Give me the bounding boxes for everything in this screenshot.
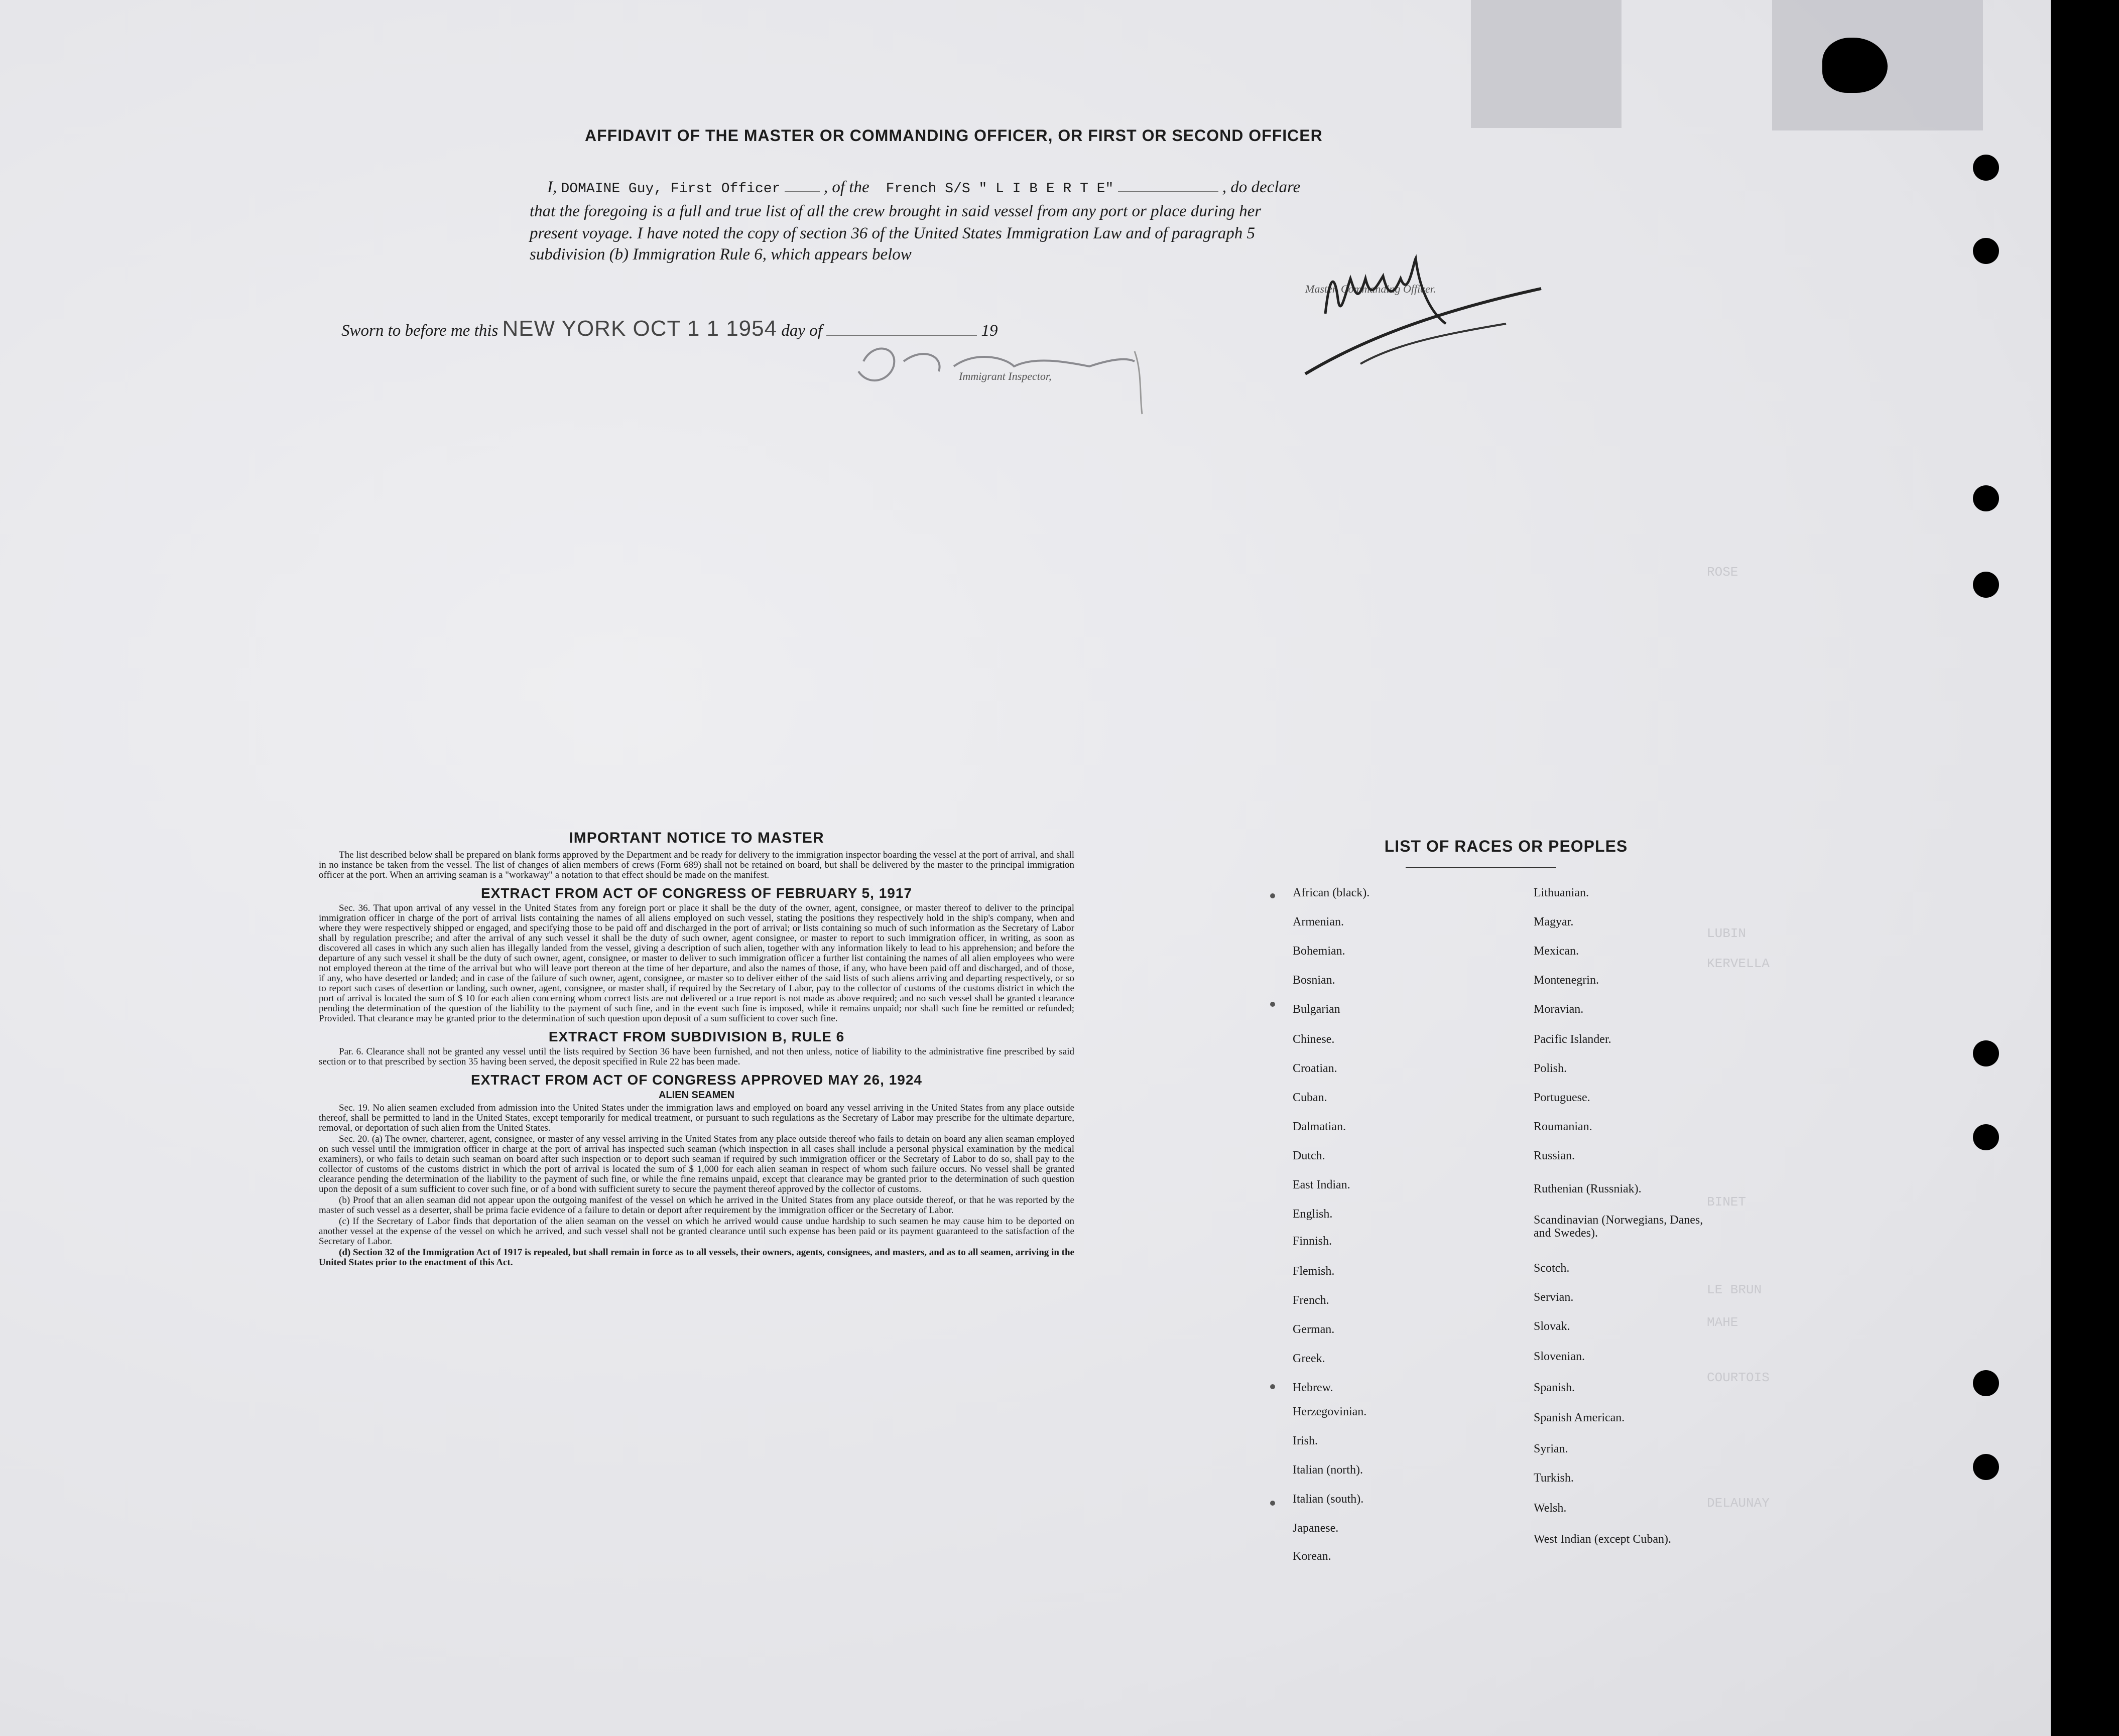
affidavit-line-3: present voyage. I have noted the copy of section 36 of the United States Immigration Law and of paragraph 5 — [530, 224, 1256, 242]
race-item: Bulgarian — [1293, 1003, 1340, 1016]
race-item: Russian. — [1534, 1149, 1575, 1162]
race-item: Scandinavian (Norwegians, Danes, and Swedes). — [1534, 1214, 1703, 1240]
race-item: Dalmatian. — [1293, 1120, 1346, 1133]
officer-name: DOMAINE Guy, First Officer — [561, 181, 781, 197]
bleed-through-text: ROSE — [1707, 565, 1738, 580]
race-item: Bosnian. — [1293, 974, 1335, 987]
race-item: Moravian. — [1534, 1003, 1584, 1016]
race-item: Hebrew. — [1293, 1381, 1333, 1394]
margin-dot — [1270, 1384, 1275, 1389]
date-stamp: NEW YORK OCT 1 1 1954 — [502, 316, 778, 341]
punch-hole — [1973, 572, 1999, 598]
inspector-caption: Immigrant Inspector, — [959, 370, 1052, 382]
ink-blot — [1822, 38, 1888, 93]
race-item: Korean. — [1293, 1550, 1331, 1563]
race-item: West Indian (except Cuban). — [1534, 1533, 1671, 1546]
race-item: English. — [1293, 1208, 1333, 1221]
race-item: Chinese. — [1293, 1033, 1335, 1046]
day-of-label: day of — [781, 322, 822, 340]
bleed-through-text: KERVELLA — [1707, 956, 1770, 971]
race-item: Finnish. — [1293, 1235, 1332, 1248]
race-item: Scotch. — [1534, 1262, 1570, 1275]
extract-rule6-body: Par. 6. Clearance shall not be granted any vessel until the lists required by Section 36 have been furnished, and not then unless, notice of liability to the administrative fine prescribed by said section or to that prescribed by section 35 having been served, the deposit specified in Rule 22 has been made. — [319, 1046, 1074, 1067]
of-the-label: , of the — [823, 178, 869, 196]
sec-20a-text: Sec. 20. (a) The owner, charterer, agent, consignee, or master of any vessel arriving in the United States from any place outside thereof who fails to detain on board any alien seaman employed on such vessel until the immigration officer in charge at the port of arrival has inspected such seaman (which inspection in all cases shall include a personal physical examination by the medical examiners), or who fails to detain such seaman on board after such inspection or to deport such seaman if required by such immigration officer or the Secretary of Labor to do so, shall pay to the collector of customs of the customs district in which the port of arrival is located the sum of $ 1,000 for each alien seaman in respect of whom such failure occurs. No vessel shall be granted clearance pending the determination of the liability to the payment of such fine, or while the fine remains unpaid, except that clearance may be granted prior to the determination of such question upon the deposit of a sum sufficient to cover such fine, or of a bond with sufficient surety to secure the payment thereof approved by the collector of customs. — [319, 1134, 1074, 1194]
affidavit-title: AFFIDAVIT OF THE MASTER OR COMMANDING OFFICER, OR FIRST OR SECOND OFFICER — [585, 126, 1323, 145]
race-item: Roumanian. — [1534, 1120, 1592, 1133]
notice-intro: The list described below shall be prepared on blank forms approved by the Department and be ready for delivery to the immigration inspector boarding the vessel at the port of arrival, and shall in no instance be taken from the vessel. The list of changes of alien members of crews (Form 689) shall not be retained on board, but shall be delivered by the master to the principal immigration officer at the port. When an arriving seaman is a "workaway" a notation to that effect should be made on the manifest. — [319, 850, 1074, 880]
race-item: Armenian. — [1293, 915, 1344, 928]
race-item: Spanish American. — [1534, 1411, 1625, 1424]
officer-caption: Master, Commanding Officer. — [1305, 283, 1436, 295]
race-item: Montenegrin. — [1534, 974, 1599, 987]
tape-mark — [1471, 0, 1622, 128]
race-item: Spanish. — [1534, 1381, 1575, 1394]
officer-signature — [1295, 248, 1546, 389]
race-item: Irish. — [1293, 1434, 1318, 1447]
race-item: Slovak. — [1534, 1320, 1570, 1333]
do-declare-label: , do declare — [1222, 178, 1301, 196]
race-item: Ruthenian (Russniak). — [1534, 1182, 1642, 1195]
race-item: Welsh. — [1534, 1502, 1567, 1515]
bleed-through-text: MAHE — [1707, 1315, 1738, 1330]
punch-hole — [1973, 238, 1999, 264]
bleed-through-text: DELAUNAY — [1707, 1496, 1770, 1511]
race-item: East Indian. — [1293, 1178, 1350, 1191]
punch-hole — [1973, 1370, 1999, 1396]
race-item: German. — [1293, 1323, 1335, 1336]
extract-1924-title: EXTRACT FROM ACT OF CONGRESS APPROVED MAY 26, 1924 — [471, 1072, 922, 1088]
race-item: Polish. — [1534, 1062, 1567, 1075]
blank-line — [785, 191, 820, 192]
title-underline — [1406, 867, 1556, 868]
margin-dot — [1270, 1501, 1275, 1506]
extract-1917-title: EXTRACT FROM ACT OF CONGRESS OF FEBRUARY 5, 1917 — [480, 885, 913, 901]
extract-rule6-title: EXTRACT FROM SUBDIVISION B, RULE 6 — [548, 1029, 845, 1044]
margin-dot — [1270, 893, 1275, 898]
race-item: Slovenian. — [1534, 1350, 1585, 1363]
punch-hole — [1973, 485, 1999, 511]
sworn-text: Sworn to before me this — [341, 322, 498, 340]
sec-20d-text: (d) Section 32 of the Immigration Act of 1917 is repealed, but shall remain in force as to all vessels, their owners, agents, consignees, and masters, and as to all seamen, arriving in the United States prior to the enactment of this Act. — [319, 1247, 1074, 1268]
punch-hole — [1973, 155, 1999, 181]
race-item: Herzegovinian. — [1293, 1405, 1367, 1418]
sec-20b-text: (b) Proof that an alien seaman did not appear upon the outgoing manifest of the vessel on which he arrived in the United States from any place outside thereof, or that he was reported by the master of such vessel as a deserter, shall be prima facie evidence of a failure to detain or deport after requirement by the immigration officer or the Secretary of Labor. — [319, 1195, 1074, 1216]
i-prefix: I, — [547, 178, 557, 196]
important-notice — [319, 830, 1074, 1269]
affidavit-declaration-line — [547, 178, 1300, 197]
race-item: Flemish. — [1293, 1265, 1335, 1278]
race-item: French. — [1293, 1294, 1329, 1307]
punch-hole — [1973, 1454, 1999, 1480]
bleed-through-text: LUBIN — [1707, 926, 1747, 941]
sec-20c-text: (c) If the Secretary of Labor finds that deportation of the alien seaman on the vessel on which he arrived would cause undue hardship to such seamen he may cause him to be deported on another vessel at the expense of the vessel on which he arrived, and such vessel shall not be granted clearance until such expense has been paid or its payment guaranteed to the satisfaction of the Secretary of Labor. — [319, 1216, 1074, 1247]
alien-seamen-subtitle: ALIEN SEAMEN — [658, 1090, 735, 1101]
race-item: Portuguese. — [1534, 1091, 1590, 1104]
bleed-through-text: LE BRUN — [1707, 1282, 1762, 1297]
race-item: Servian. — [1534, 1291, 1574, 1304]
punch-hole — [1973, 1040, 1999, 1066]
notice-title: IMPORTANT NOTICE TO MASTER — [569, 830, 824, 846]
race-item: Italian (south). — [1293, 1493, 1364, 1506]
affidavit-line-4: subdivision (b) Immigration Rule 6, which appears below — [530, 245, 912, 263]
race-item: Turkish. — [1534, 1472, 1574, 1485]
race-item: Cuban. — [1293, 1091, 1327, 1104]
race-item: Pacific Islander. — [1534, 1033, 1611, 1046]
race-item: Italian (north). — [1293, 1463, 1363, 1477]
race-item: Bohemian. — [1293, 945, 1345, 958]
vessel-name: French S/S " L I B E R T E" — [886, 181, 1114, 197]
race-item: Magyar. — [1534, 915, 1574, 928]
race-item: Dutch. — [1293, 1149, 1325, 1162]
races-list-title: LIST OF RACES OR PEOPLES — [1384, 837, 1628, 855]
race-item: Croatian. — [1293, 1062, 1337, 1075]
blank-line — [1118, 191, 1218, 192]
margin-dot — [1270, 1002, 1275, 1007]
affidavit-line-2: that the foregoing is a full and true list of all the crew brought in said vessel from any port or place during her — [530, 202, 1262, 220]
sec-19-text: Sec. 19. No alien seamen excluded from admission into the United States under the immigration laws and employed on board any vessel arriving in the United States from any place outside thereof, shall be permitted to land in the United States, except temporarily for medical treatment, or pursuant to such regulations as the Secretary of Labor may prescribe for the ultimate departure, removal, or deportation of such alien from the United States. — [319, 1103, 1074, 1133]
race-item: Japanese. — [1293, 1522, 1339, 1535]
race-item: Lithuanian. — [1534, 886, 1589, 899]
extract-1917-body: Sec. 36. That upon arrival of any vessel in the United States from any foreign port or place it shall be the duty of the owner, agent, consignee, or master thereof to deliver to the principal immigration officer in charge of the port of arrival lists containing the names of all aliens employed on such vessel, stating the positions they respectively hold in the ship's company, when and where they were respectively shipped or engaged, and specifying those to be paid off and discharged in the port of arrival; or lists containing so much of such information as the Secretary of Labor shall by regulation prescribe; and after the arrival of any such vessel it shall be the duty of such owner, agent consignee, or master to report to such immigration officer, in writing, as soon as discovered all cases in which any such alien has illegally landed from the vessel, giving a description of such alien, together with any information likely to lead to his apprehension; and before the departure of any such vessel it shall be the duty of such owner, agent, consignee, or master to deliver to such immigration officer a further list containing the names of all alien employees who were not employed thereon at the time of the arrival but who will leave port thereon at the time of her departure, and also the names of those, if any, who have been paid off and discharged, and of those, if any, who have deserted or landed; and in case of the failure of such owner, agent, consignee, or master so to deliver either of the said lists of such aliens arriving and departing respectively, or so to report such cases of desertion or landing, such owner, agent, consignee, or master shall, if required by the Secretary of Labor, pay to the collector of customs of the customs district in which the port of arrival is located the sum of $ 10 for each alien concerning whom correct lists are not delivered or a true report is not made as above required; and no such vessel shall be granted clearance pending the determination of the question of the liability to the payment of such fine, and in the event such fine is imposed, while it remains unpaid; nor shall such fine be remitted or refunded; Provided. That clearance may be granted prior to the determination of such question upon deposit of a sum sufficient to cover such fine. — [319, 903, 1074, 1024]
race-item: African (black). — [1293, 886, 1370, 899]
punch-hole — [1973, 1124, 1999, 1150]
race-item: Mexican. — [1534, 945, 1579, 958]
race-item: Syrian. — [1534, 1442, 1568, 1455]
bleed-through-text: BINET — [1707, 1194, 1747, 1210]
race-item: Greek. — [1293, 1352, 1325, 1365]
year-prefix: 19 — [981, 322, 998, 340]
bleed-through-text: COURTOIS — [1707, 1370, 1770, 1385]
